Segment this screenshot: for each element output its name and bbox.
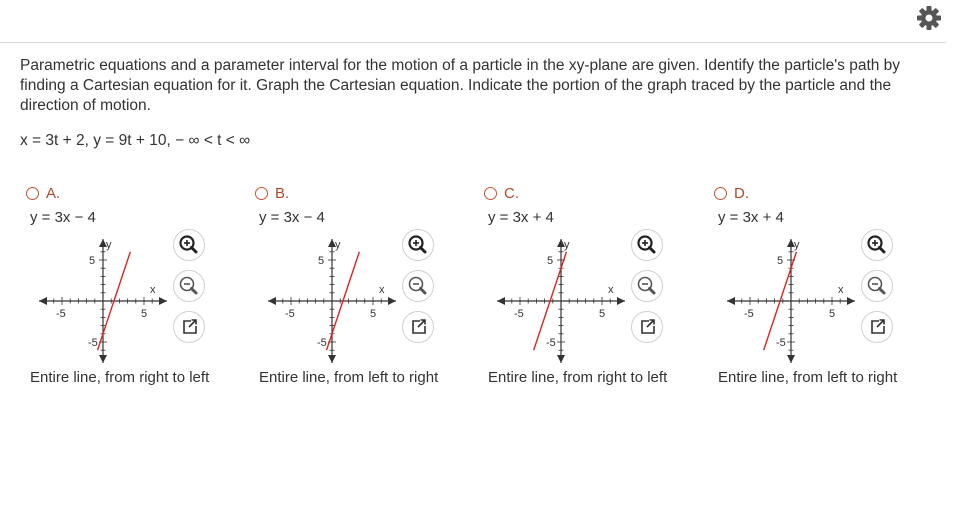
option-equation: y = 3x + 4 [488,209,554,226]
x-axis-label: x [608,284,614,296]
zoom-out-icon[interactable] [630,269,664,303]
radio-button[interactable] [714,187,727,200]
option-equation: y = 3x + 4 [718,209,784,226]
x-axis-label: x [838,284,844,296]
x-arrow-left [497,297,505,305]
zoom-in-icon[interactable] [401,228,435,262]
y-tick-label-5: 5 [547,255,554,267]
x-tick-label-5: 5 [370,308,377,320]
x-tick-label-5: 5 [141,308,148,320]
zoom-out-icon[interactable] [860,269,894,303]
y-axis-label: y [794,239,800,251]
open-new-window-icon[interactable] [401,310,435,344]
answer-option [255,183,475,393]
zoom-out-icon[interactable] [172,269,206,303]
answer-option [26,183,246,393]
answer-option [484,183,704,393]
y-axis-label: y [106,239,112,251]
x-tick-label-neg5: -5 [285,308,295,320]
option-radio[interactable] [484,183,519,203]
y-tick-label-neg5: -5 [776,337,786,349]
zoom-in-icon[interactable] [172,228,206,262]
x-arrow-right [847,297,855,305]
x-tick-label-5: 5 [599,308,606,320]
x-arrow-left [268,297,276,305]
x-axis-label: x [150,284,156,296]
option-radio[interactable] [26,183,60,203]
y-arrow-down [557,355,565,363]
option-graph [714,235,864,367]
option-equation: y = 3x − 4 [259,209,325,226]
header-divider [0,42,946,43]
option-graph [484,235,634,367]
x-tick-label-5: 5 [829,308,836,320]
y-arrow-down [99,355,107,363]
x-arrow-right [159,297,167,305]
axes [727,239,855,363]
option-letter: C. [504,184,519,202]
open-new-window-icon[interactable] [630,310,664,344]
option-graph [255,235,405,367]
x-arrow-right [617,297,625,305]
y-tick-label-5: 5 [777,255,784,267]
y-arrow-down [787,355,795,363]
option-letter: A. [46,184,61,202]
axes [268,239,396,363]
option-radio[interactable] [714,183,749,203]
y-tick-label-5: 5 [89,255,96,267]
option-radio[interactable] [255,183,289,203]
axes [39,239,167,363]
y-arrow-down [328,355,336,363]
open-new-window-icon[interactable] [860,310,894,344]
option-caption: Entire line, from right to left [30,369,210,386]
option-letter: D. [734,184,749,202]
option-graph [26,235,176,367]
option-caption: Entire line, from right to left [488,369,668,386]
gear-icon[interactable] [916,5,942,31]
question-text: Parametric equations and a parameter interval for the motion of a particle in the xy-plane are given. Identify the particle's path by finding a Cartesian equation for it. Graph the Cartesian equation. Indicate the portion of the graph traced by the particle and the direction of motion. [20,57,901,114]
zoom-in-icon[interactable] [630,228,664,262]
x-axis-label: x [379,284,385,296]
y-tick-label-neg5: -5 [88,337,98,349]
x-tick-label-neg5: -5 [744,308,754,320]
axes [497,239,625,363]
parametric-equation: x = 3t + 2, y = 9t + 10, − ∞ < t < ∞ [20,132,251,149]
x-arrow-right [388,297,396,305]
y-axis-label: y [564,239,570,251]
radio-button[interactable] [26,187,39,200]
radio-button[interactable] [484,187,497,200]
option-caption: Entire line, from left to right [718,369,898,386]
x-tick-label-neg5: -5 [514,308,524,320]
y-tick-label-5: 5 [318,255,325,267]
y-tick-label-neg5: -5 [546,337,556,349]
option-equation: y = 3x − 4 [30,209,96,226]
answer-option [714,183,934,393]
option-letter: B. [275,184,290,202]
zoom-in-icon[interactable] [860,228,894,262]
y-axis-label: y [335,239,341,251]
radio-button[interactable] [255,187,268,200]
option-caption: Entire line, from left to right [259,369,439,386]
x-arrow-left [727,297,735,305]
x-arrow-left [39,297,47,305]
open-new-window-icon[interactable] [172,310,206,344]
zoom-out-icon[interactable] [401,269,435,303]
x-tick-label-neg5: -5 [56,308,66,320]
y-tick-label-neg5: -5 [317,337,327,349]
